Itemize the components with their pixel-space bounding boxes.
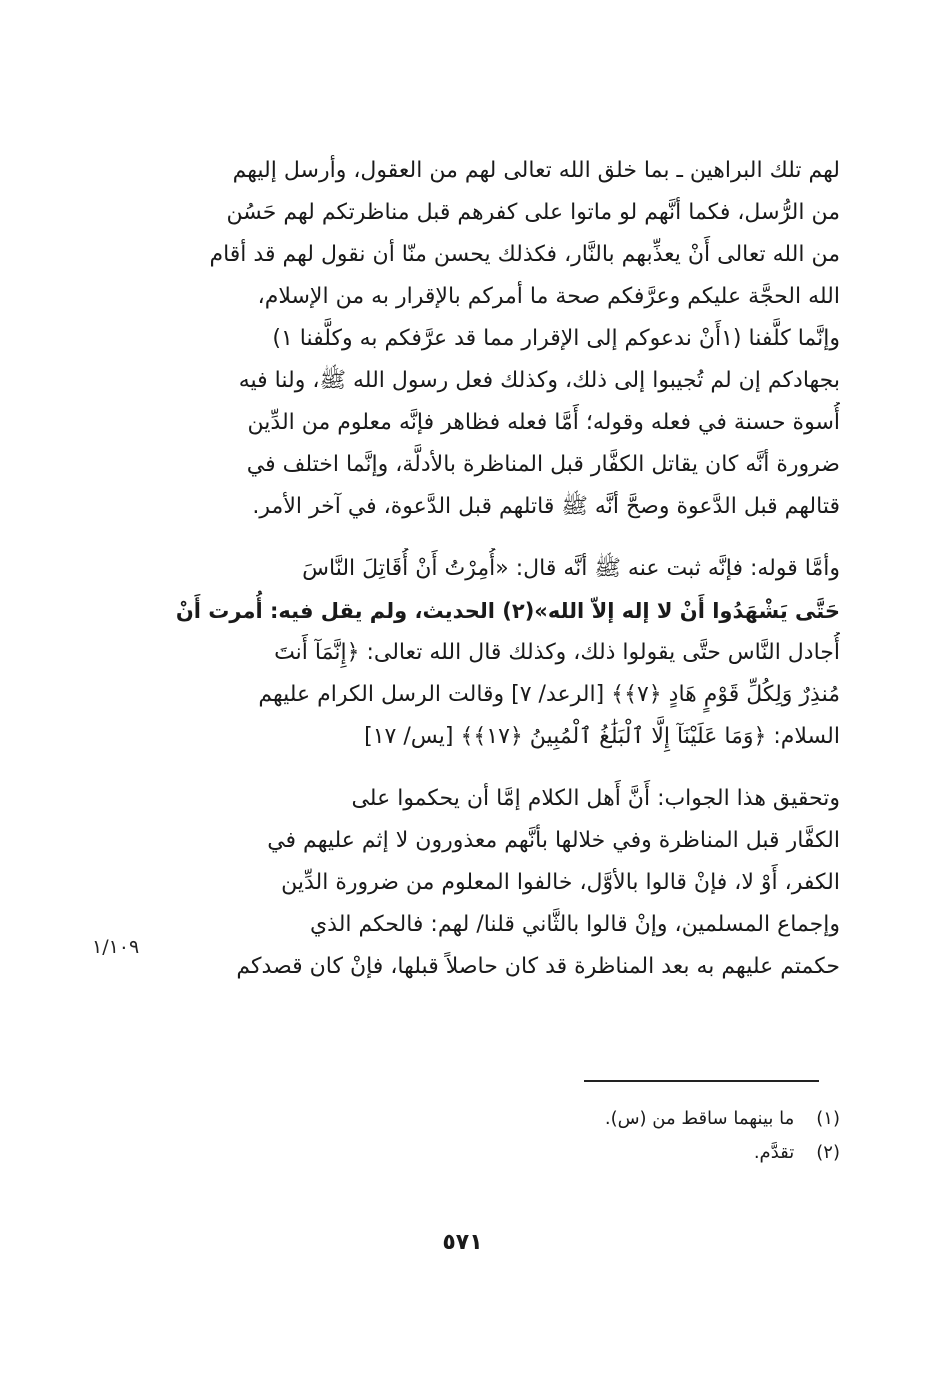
footnote-item (340, 1102, 840, 1136)
text-line: بجهادكم إن لم تُجيبوا إلى ذلك، وكذلك فعل رسول الله ﷺ، ولنا فيه (238, 368, 840, 393)
text-line: السلام: ﴿وَمَا عَلَيْنَآ إِلَّا ٱلْبَلَٰغُ ٱلْمُبِينُ ﴿١٧﴾﴾ [يس/ ١٧] (364, 724, 840, 749)
text-line: الكفر، أَوْ لا، فإنْ قالوا بالأوَّل، خالفوا المعلوم من ضرورة الدِّين (281, 870, 840, 895)
text-line: أُسوة حسنة في فعله وقوله؛ أَمَّا فعله فظاهر فإنَّه معلوم من الدِّين (247, 410, 840, 435)
text-line: أُجادل النَّاس حتَّى يقولوا ذلك، وكذلك قال الله تعالى: ﴿إِنَّمَآ أَنتَ (274, 640, 840, 665)
paragraph-1 (164, 150, 840, 528)
text-line: لهم تلك البراهين ـ بما خلق الله تعالى لهم من العقول، وأرسل إليهم (232, 158, 840, 183)
text-line: وإجماع المسلمين، وإنْ قالوا بالثَّاني قلنا/ لهم: فالحكم الذي (309, 912, 840, 937)
footnote-text: ما بينهما ساقط من (س). (604, 1108, 795, 1129)
paragraph-3 (164, 778, 840, 988)
text-line: الله الحجَّة عليكم وعرَّفكم صحة ما أمركم بالإقرار به من الإسلام، (257, 284, 840, 309)
text-line: وإنَّما كلَّفنا (١أَنْ ندعوكم إلى الإقرار مما قد عرَّفكم به وكلَّفنا ١) (272, 326, 840, 351)
text-line: من الرُّسل، فكما أنَّهم لو ماتوا على كفرهم قبل مناظرتكم لهم حَسُن (226, 200, 840, 225)
footnote-item (340, 1136, 840, 1170)
text-line: حَتَّى يَشْهَدُوا أَنْ لا إله إلاّ الله»(٢) الحديث، ولم يقل فيه: أُمرت أَنْ (175, 599, 840, 623)
page-number: ٥٧١ (442, 1230, 483, 1255)
main-text (164, 150, 840, 988)
text-line: الكفَّار قبل المناظرة وفي خلالها بأنَّهم معذورون لا إثم عليهم في (267, 828, 840, 853)
text-line: ضرورة أنَّه كان يقاتل الكفَّار قبل المناظرة بالأدلَّة، وإنَّما اختلف في (246, 452, 840, 477)
paragraph-2 (164, 548, 840, 758)
text-line: مُنذِرٌ وَلِكُلِّ قَوْمٍ هَادٍ ﴿٧﴾﴾ [الرعد/ ٧] وقالت الرسل الكرام عليهم (258, 682, 840, 707)
footnote-number: (١) (816, 1108, 840, 1129)
footnote-number: (٢) (816, 1142, 840, 1163)
footnotes (340, 1102, 840, 1170)
footnote-separator (584, 1080, 819, 1082)
footnote-text: تقدَّم. (753, 1142, 795, 1163)
text-line: من الله تعالى أَنْ يعذِّبهم بالنَّار، فكذلك يحسن منّا أن نقول لهم قد أقام (209, 242, 840, 267)
text-line: قتالهم قبل الدَّعوة وصحَّ أنَّه ﷺ قاتلهم قبل الدَّعوة، في آخر الأمر. (252, 494, 840, 519)
text-line: حكمتم عليهم به بعد المناظرة قد كان حاصلاً قبلها، فإنْ كان قصدكم (236, 954, 840, 979)
text-line: وأمَّا قوله: فإنَّه ثبت عنه ﷺ أنَّه قال: «أُمِرْتُ أَنْ أُقَاتِلَ النَّاسَ (302, 556, 840, 581)
text-line: وتحقيق هذا الجواب: أَنَّ أَهل الكلام إمَّا أن يحكموا على (351, 786, 840, 811)
manuscript-folio-marker: ١/١٠٩ (92, 936, 140, 958)
